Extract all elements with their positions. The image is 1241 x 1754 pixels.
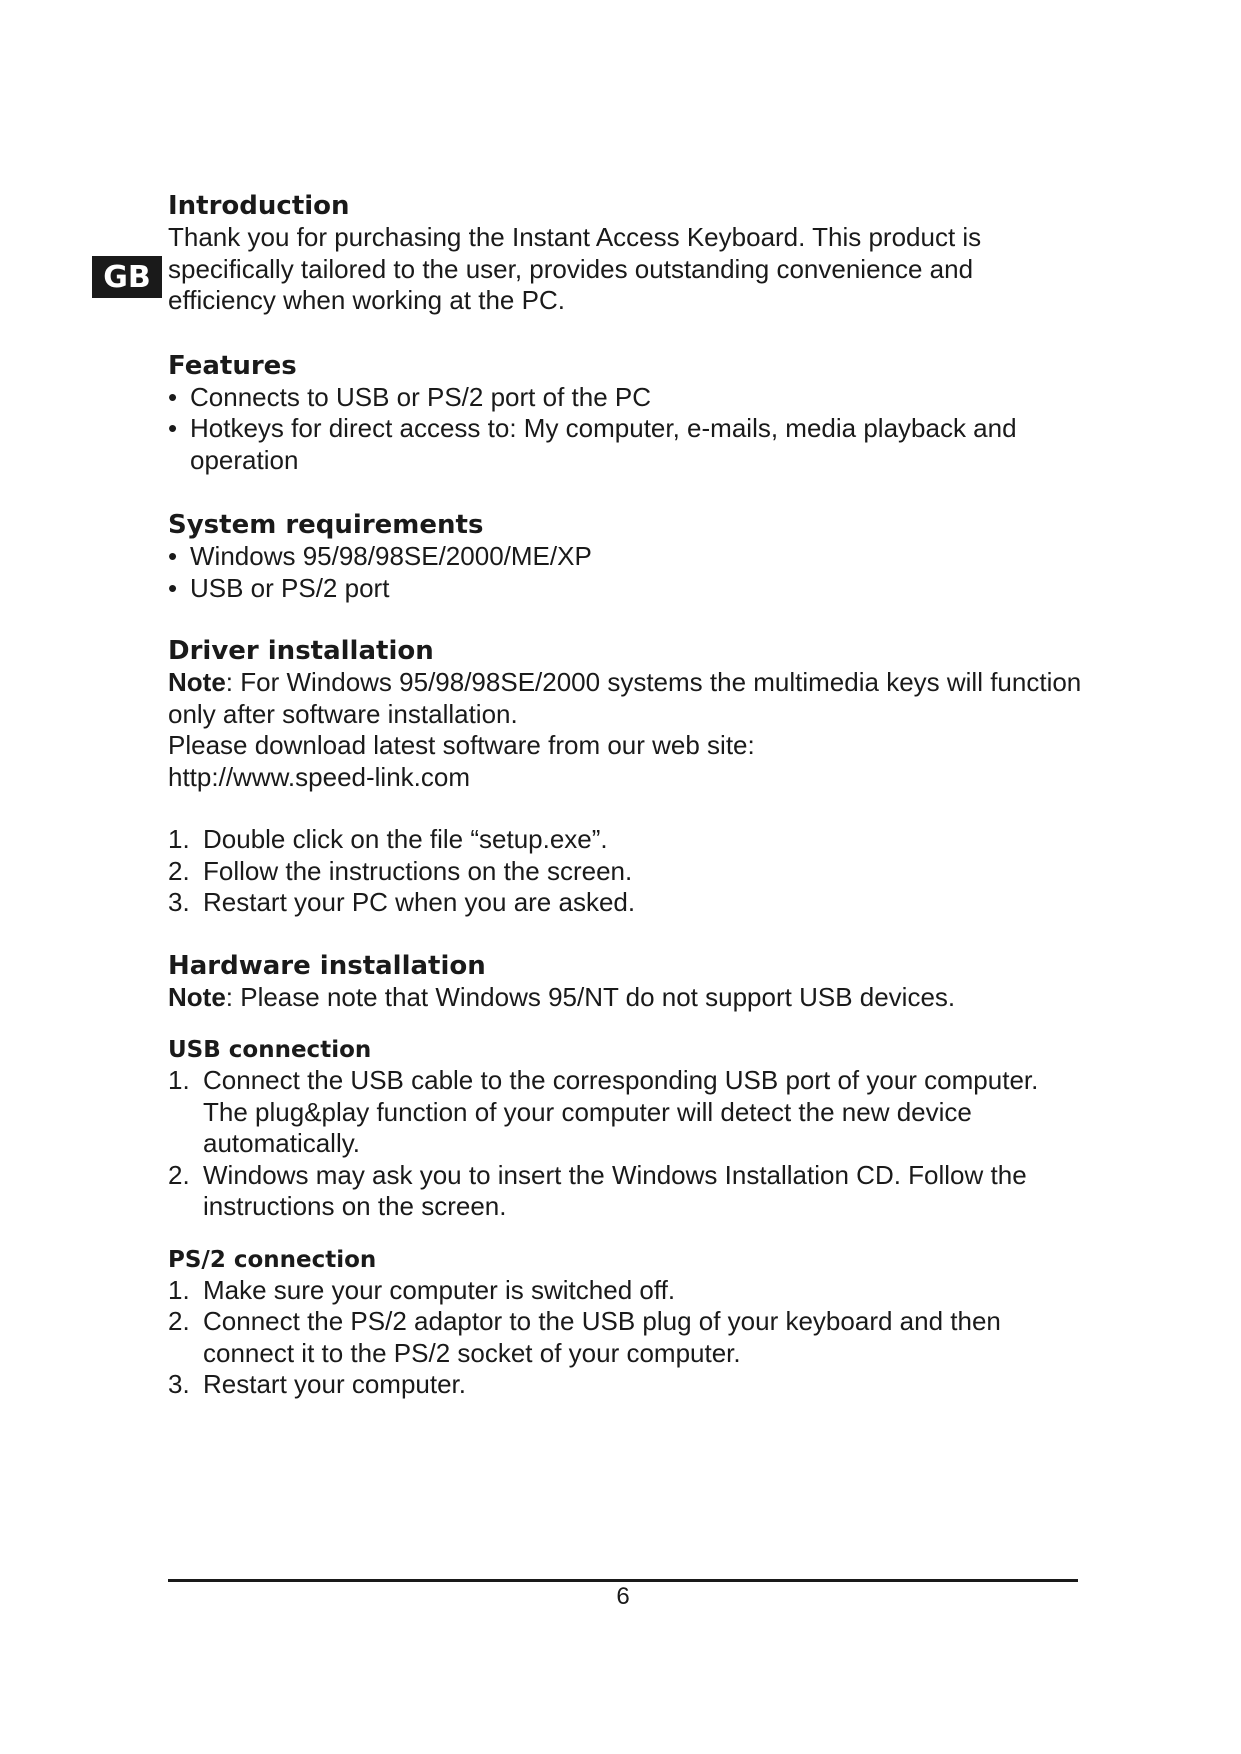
step-text: Windows may ask you to insert the Windows Installation CD. Follow the instructions on the screen. — [203, 1159, 1027, 1221]
step-number: 1. — [168, 1274, 190, 1305]
ps2-steps-list — [168, 1275, 1088, 1401]
step-text: Make sure your computer is switched off. — [203, 1274, 676, 1305]
driver-steps-list — [168, 824, 1088, 919]
list-item — [168, 1065, 1088, 1160]
website-url: http://www.speed-link.com — [168, 761, 471, 792]
step-text: Double click on the file “setup.exe”. — [203, 824, 608, 854]
note-text: : Please note that Windows 95/NT do not support USB devices. — [225, 981, 956, 1012]
step-number: 2. — [168, 1306, 190, 1336]
list-item — [168, 856, 1088, 888]
list-item: • Hotkeys for direct access to: My computer, e-mails, media playback and operation — [168, 413, 1088, 476]
list-item — [168, 1369, 1088, 1401]
introduction-section — [168, 190, 1088, 317]
hardware-note — [168, 982, 1088, 1014]
system-requirements-section — [168, 509, 1088, 604]
requirements-list — [168, 541, 1088, 604]
step-number: 1. — [168, 824, 190, 854]
list-item — [168, 887, 1088, 919]
step-number: 2. — [168, 855, 190, 886]
usb-connection-heading: USB connection — [168, 1037, 372, 1063]
note-text: : For Windows 95/98/98SE/2000 systems the multimedia keys will function only after software installation. — [168, 667, 1082, 729]
features-section — [168, 350, 1088, 477]
features-list — [168, 382, 1088, 477]
list-item — [168, 1275, 1088, 1307]
introduction-heading: Introduction — [168, 191, 350, 221]
ps2-connection-heading: PS/2 connection — [168, 1246, 377, 1273]
list-item — [168, 824, 1088, 856]
step-text: Connect the USB cable to the corresponding USB port of your computer. The plug&play function of your computer will detect the new device automatically. — [203, 1065, 1039, 1158]
hardware-installation-heading: Hardware installation — [168, 950, 486, 981]
note-label: Note — [168, 667, 226, 697]
step-text: Connect the PS/2 adaptor to the USB plug of your keyboard and then connect it to the PS/2 socket of your computer. — [203, 1306, 1001, 1368]
hardware-installation-section — [168, 950, 1088, 1401]
step-number: 2. — [168, 1159, 190, 1190]
step-number: 3. — [168, 1369, 190, 1399]
step-text: Restart your computer. — [203, 1369, 466, 1399]
driver-note — [168, 667, 1088, 730]
list-item: • Connects to USB or PS/2 port of the PC — [168, 382, 1088, 414]
driver-installation-section — [168, 635, 1088, 919]
step-text: Follow the instructions on the screen. — [203, 855, 633, 886]
system-requirements-heading: System requirements — [168, 510, 484, 540]
language-tab-gb: GB — [92, 256, 162, 298]
step-number: 1. — [168, 1065, 190, 1095]
page-number: 6 — [616, 1583, 630, 1610]
list-item: • USB or PS/2 port — [168, 573, 1088, 605]
step-text: Restart your PC when you are asked. — [203, 887, 636, 917]
list-item: • Windows 95/98/98SE/2000/ME/XP — [168, 541, 1088, 573]
introduction-text: Thank you for purchasing the Instant Access Keyboard. This product is specifically tailored to the user, provides outstanding convenience and efficiency when working at the PC. — [168, 222, 982, 315]
list-item — [168, 1306, 1088, 1369]
download-text: Please download latest software from our web site: — [168, 730, 755, 760]
driver-installation-heading: Driver installation — [168, 636, 434, 666]
features-heading: Features — [168, 350, 297, 381]
note-label: Note — [168, 981, 226, 1012]
usb-steps-list — [168, 1065, 1088, 1223]
list-item — [168, 1160, 1088, 1223]
manual-content — [168, 190, 1088, 1401]
step-number: 3. — [168, 887, 190, 917]
